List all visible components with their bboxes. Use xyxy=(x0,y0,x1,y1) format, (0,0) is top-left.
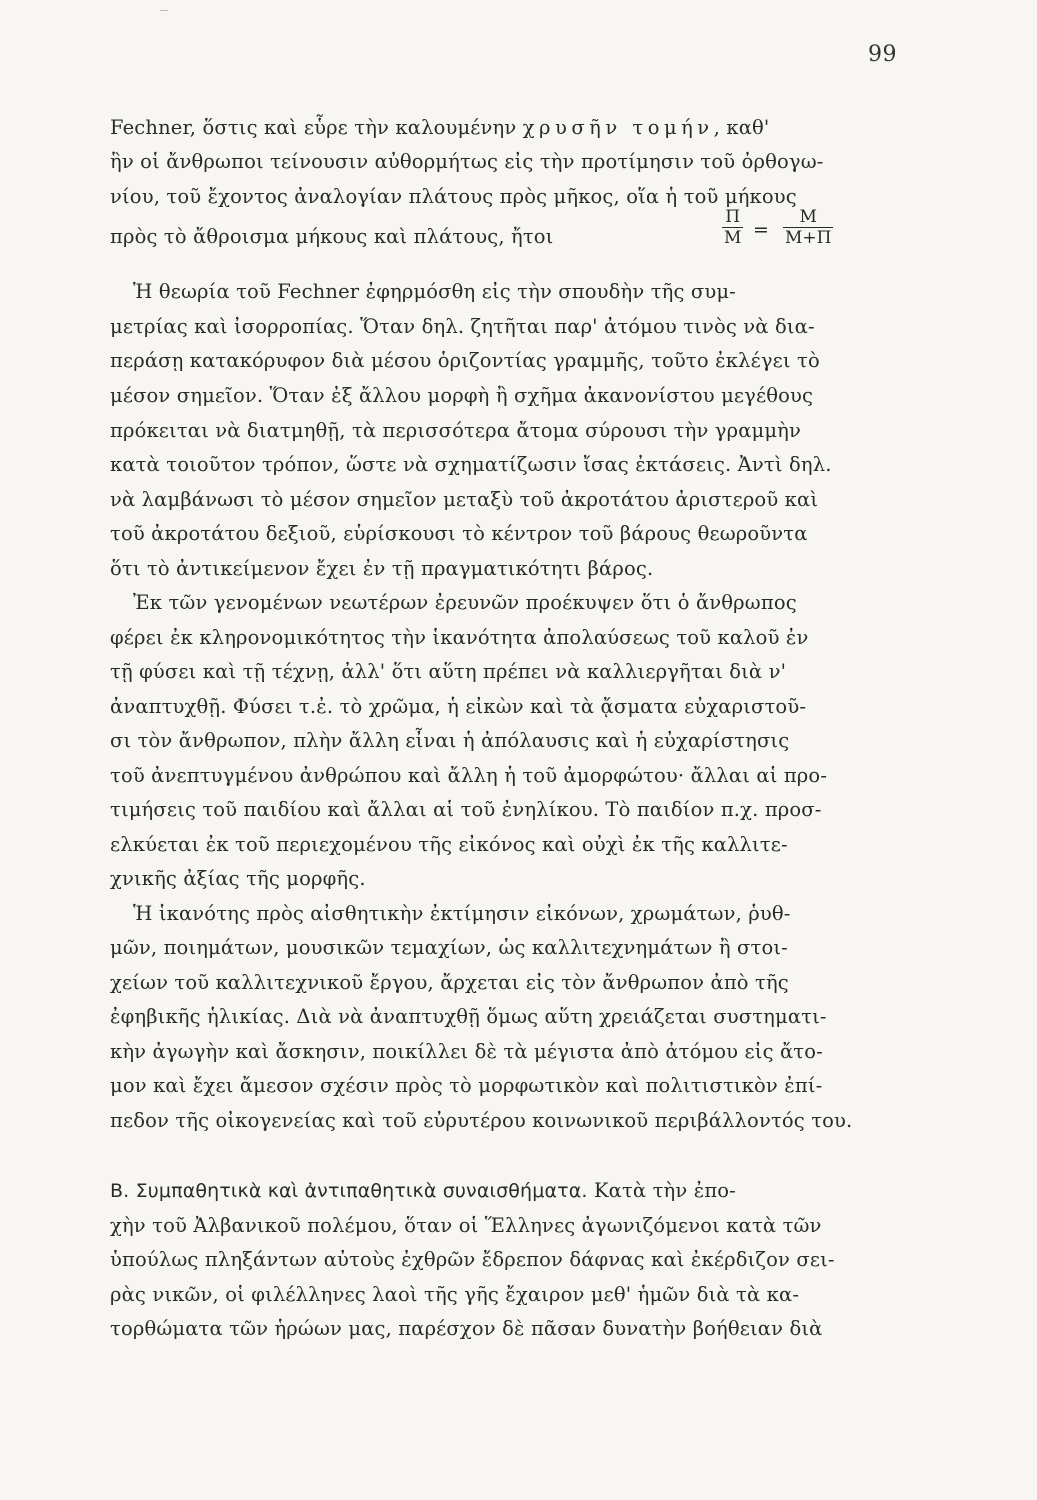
text-line xyxy=(110,1175,890,1207)
fraction-left xyxy=(722,207,743,248)
text-line: ρὰς νικῶν, οἱ φιλέλληνες λαοὶ τῆς γῆς ἔχαιρον μεθ' ἡμῶν διὰ τὰ κα- xyxy=(110,1283,800,1306)
text-line: Ἡ θεωρία τοῦ Fechner ἐφηρμόσθη εἰς τὴν σπουδὴν τῆς συμ- xyxy=(133,280,736,303)
text-line: πρόκειται νὰ διατμηθῇ, τὰ περισσότερα ἄτομα σύρουσι τὴν γραμμὴν xyxy=(110,419,802,442)
text-line: ὑπούλως πληξάντων αὐτοὺς ἐχθρῶν ἔδρεπον δάφνας καὶ ἐκέρδιζον σει- xyxy=(110,1248,835,1271)
text-line: ελκύεται ἐκ τοῦ περιεχομένου τῆς εἰκόνος καὶ οὐχὶ ἐκ τῆς καλλιτε- xyxy=(110,833,788,856)
text-line xyxy=(110,112,890,144)
fraction-denominator: M xyxy=(724,228,742,248)
text-line: ὅτι τὸ ἀντικείμενον ἔχει ἐν τῇ πραγματικότητι βάρος. xyxy=(110,557,654,580)
text-span: , καθ' xyxy=(713,116,770,139)
text-line: χὴν τοῦ Ἀλβανικοῦ πολέμου, ὅταν οἱ Ἕλληνες ἀγωνιζόμενοι κατὰ τῶν xyxy=(110,1214,822,1237)
text-line: ἀναπτυχθῇ. Φύσει τ.ἐ. τὸ χρῶμα, ἡ εἰκὼν καὶ τὰ ᾄσματα εὐχαριστοῦ- xyxy=(110,695,807,718)
text-line: κὴν ἀγωγὴν καὶ ἄσκησιν, ποικίλλει δὲ τὰ μέγιστα ἀπὸ ἀτόμου εἰς ἄτο- xyxy=(110,1040,823,1063)
page-number: 99 xyxy=(868,42,897,67)
text-line: μῶν, ποιημάτων, μουσικῶν τεμαχίων, ὡς καλλιτεχνημάτων ἢ στοι- xyxy=(110,936,788,959)
text-line: νίου, τοῦ ἔχοντος ἀναλογίαν πλάτους πρὸς μῆκος, οἵα ἡ τοῦ μήκους xyxy=(110,185,797,208)
fraction-right xyxy=(783,207,833,248)
text-line: τοῦ ἀκροτάτου δεξιοῦ, εὑρίσκουσι τὸ κέντρον τοῦ βάρους θεωροῦντα xyxy=(110,522,808,545)
scan-mark xyxy=(160,10,168,11)
text-line: μον καὶ ἔχει ἄμεσον σχέσιν πρὸς τὸ μορφωτικὸν καὶ πολιτιστικὸν ἐπί- xyxy=(110,1074,823,1097)
text-line: τῇ φύσει καὶ τῇ τέχνῃ, ἀλλ' ὅτι αὕτη πρέπει νὰ καλλιεργῆται διὰ ν' xyxy=(110,660,787,683)
text-line: μέσον σημεῖον. Ὅταν ἐξ ἄλλου μορφὴ ἢ σχῆμα ἀκανονίστου μεγέθους xyxy=(110,384,814,407)
text-line: τοῦ ἀνεπτυγμένου ἀνθρώπου καὶ ἄλλη ἡ τοῦ ἀμορφώτου· ἄλλαι αἱ προ- xyxy=(110,764,828,787)
text-line: πεδον τῆς οἰκογενείας καὶ τοῦ εὐρυτέρου κοινωνικοῦ περιβάλλοντός του. xyxy=(110,1109,853,1132)
text-line: φέρει ἐκ κληρονομικότητος τὴν ἱκανότητα ἀπολαύσεως τοῦ καλοῦ ἐν xyxy=(110,626,809,649)
text-line: ἣν οἱ ἄνθρωποι τείνουσιν αὐθορμήτως εἰς τὴν προτίμησιν τοῦ ὀρθογω- xyxy=(110,150,824,173)
text-line: περάσῃ κατακόρυφον διὰ μέσου ὁριζοντίας γραμμῆς, τοῦτο ἐκλέγει τὸ xyxy=(110,349,820,372)
spaced-term: χρυσῆν τομήν xyxy=(522,116,714,139)
text-line: κατὰ τοιοῦτον τρόπον, ὥστε νὰ σχηματίζωσιν ἴσας ἐκτάσεις. Ἀντὶ δηλ. xyxy=(110,453,832,476)
text-span: Κατὰ τὴν ἐπο- xyxy=(587,1179,736,1202)
text-line: νὰ λαμβάνωσι τὸ μέσον σημεῖον μεταξὺ τοῦ ἀκροτάτου ἀριστεροῦ καὶ xyxy=(110,488,819,511)
text-line: πρὸς τὸ ἄθροισμα μήκους καὶ πλάτους, ἤτοι xyxy=(110,225,554,248)
fraction-numerator: M xyxy=(799,207,817,227)
text-line: χείων τοῦ καλλιτεχνικοῦ ἔργου, ἄρχεται εἰς τὸν ἄνθρωπον ἀπὸ τῆς xyxy=(110,971,789,994)
text-line: ἐφηβικῆς ἡλικίας. Διὰ νὰ ἀναπτυχθῇ ὅμως αὕτη χρειάζεται συστηματι- xyxy=(110,1005,827,1028)
text-line: Ἐκ τῶν γενομένων νεωτέρων ἐρευνῶν προέκυψεν ὅτι ὁ ἄνθρωπος xyxy=(133,591,797,614)
text-line: Ἡ ἱκανότης πρὸς αἰσθητικὴν ἐκτίμησιν εἰκόνων, χρωμάτων, ῥυθ- xyxy=(133,902,791,925)
text-line: μετρίας καὶ ἰσορροπίας. Ὅταν δηλ. ζητῆται παρ' ἀτόμου τινὸς νὰ δια- xyxy=(110,315,815,338)
section-heading: Β. Συμπαθητικὰ καὶ ἀντιπαθητικὰ συναισθήματα. xyxy=(110,1180,588,1202)
text-line: χνικῆς ἀξίας τῆς μορφῆς. xyxy=(110,867,366,890)
text-line: σι τὸν ἄνθρωπον, πλὴν ἄλλη εἶναι ἡ ἀπόλαυσις καὶ ἡ εὐχαρίστησις xyxy=(110,729,790,752)
text-line: τιμήσεις τοῦ παιδίου καὶ ἄλλαι αἱ τοῦ ἐνηλίκου. Τὸ παιδίον π.χ. προσ- xyxy=(110,798,822,821)
fraction-numerator: Π xyxy=(725,207,741,227)
equals-sign: = xyxy=(753,219,769,241)
fraction-denominator: M+Π xyxy=(785,228,832,248)
text-span: Fechner, ὅστις καὶ εὗρε τὴν καλουμένην xyxy=(110,116,523,139)
text-line: τορθώματα τῶν ἡρώων μας, παρέσχον δὲ πᾶσαν δυνατὴν βοήθειαν διὰ xyxy=(110,1317,823,1340)
